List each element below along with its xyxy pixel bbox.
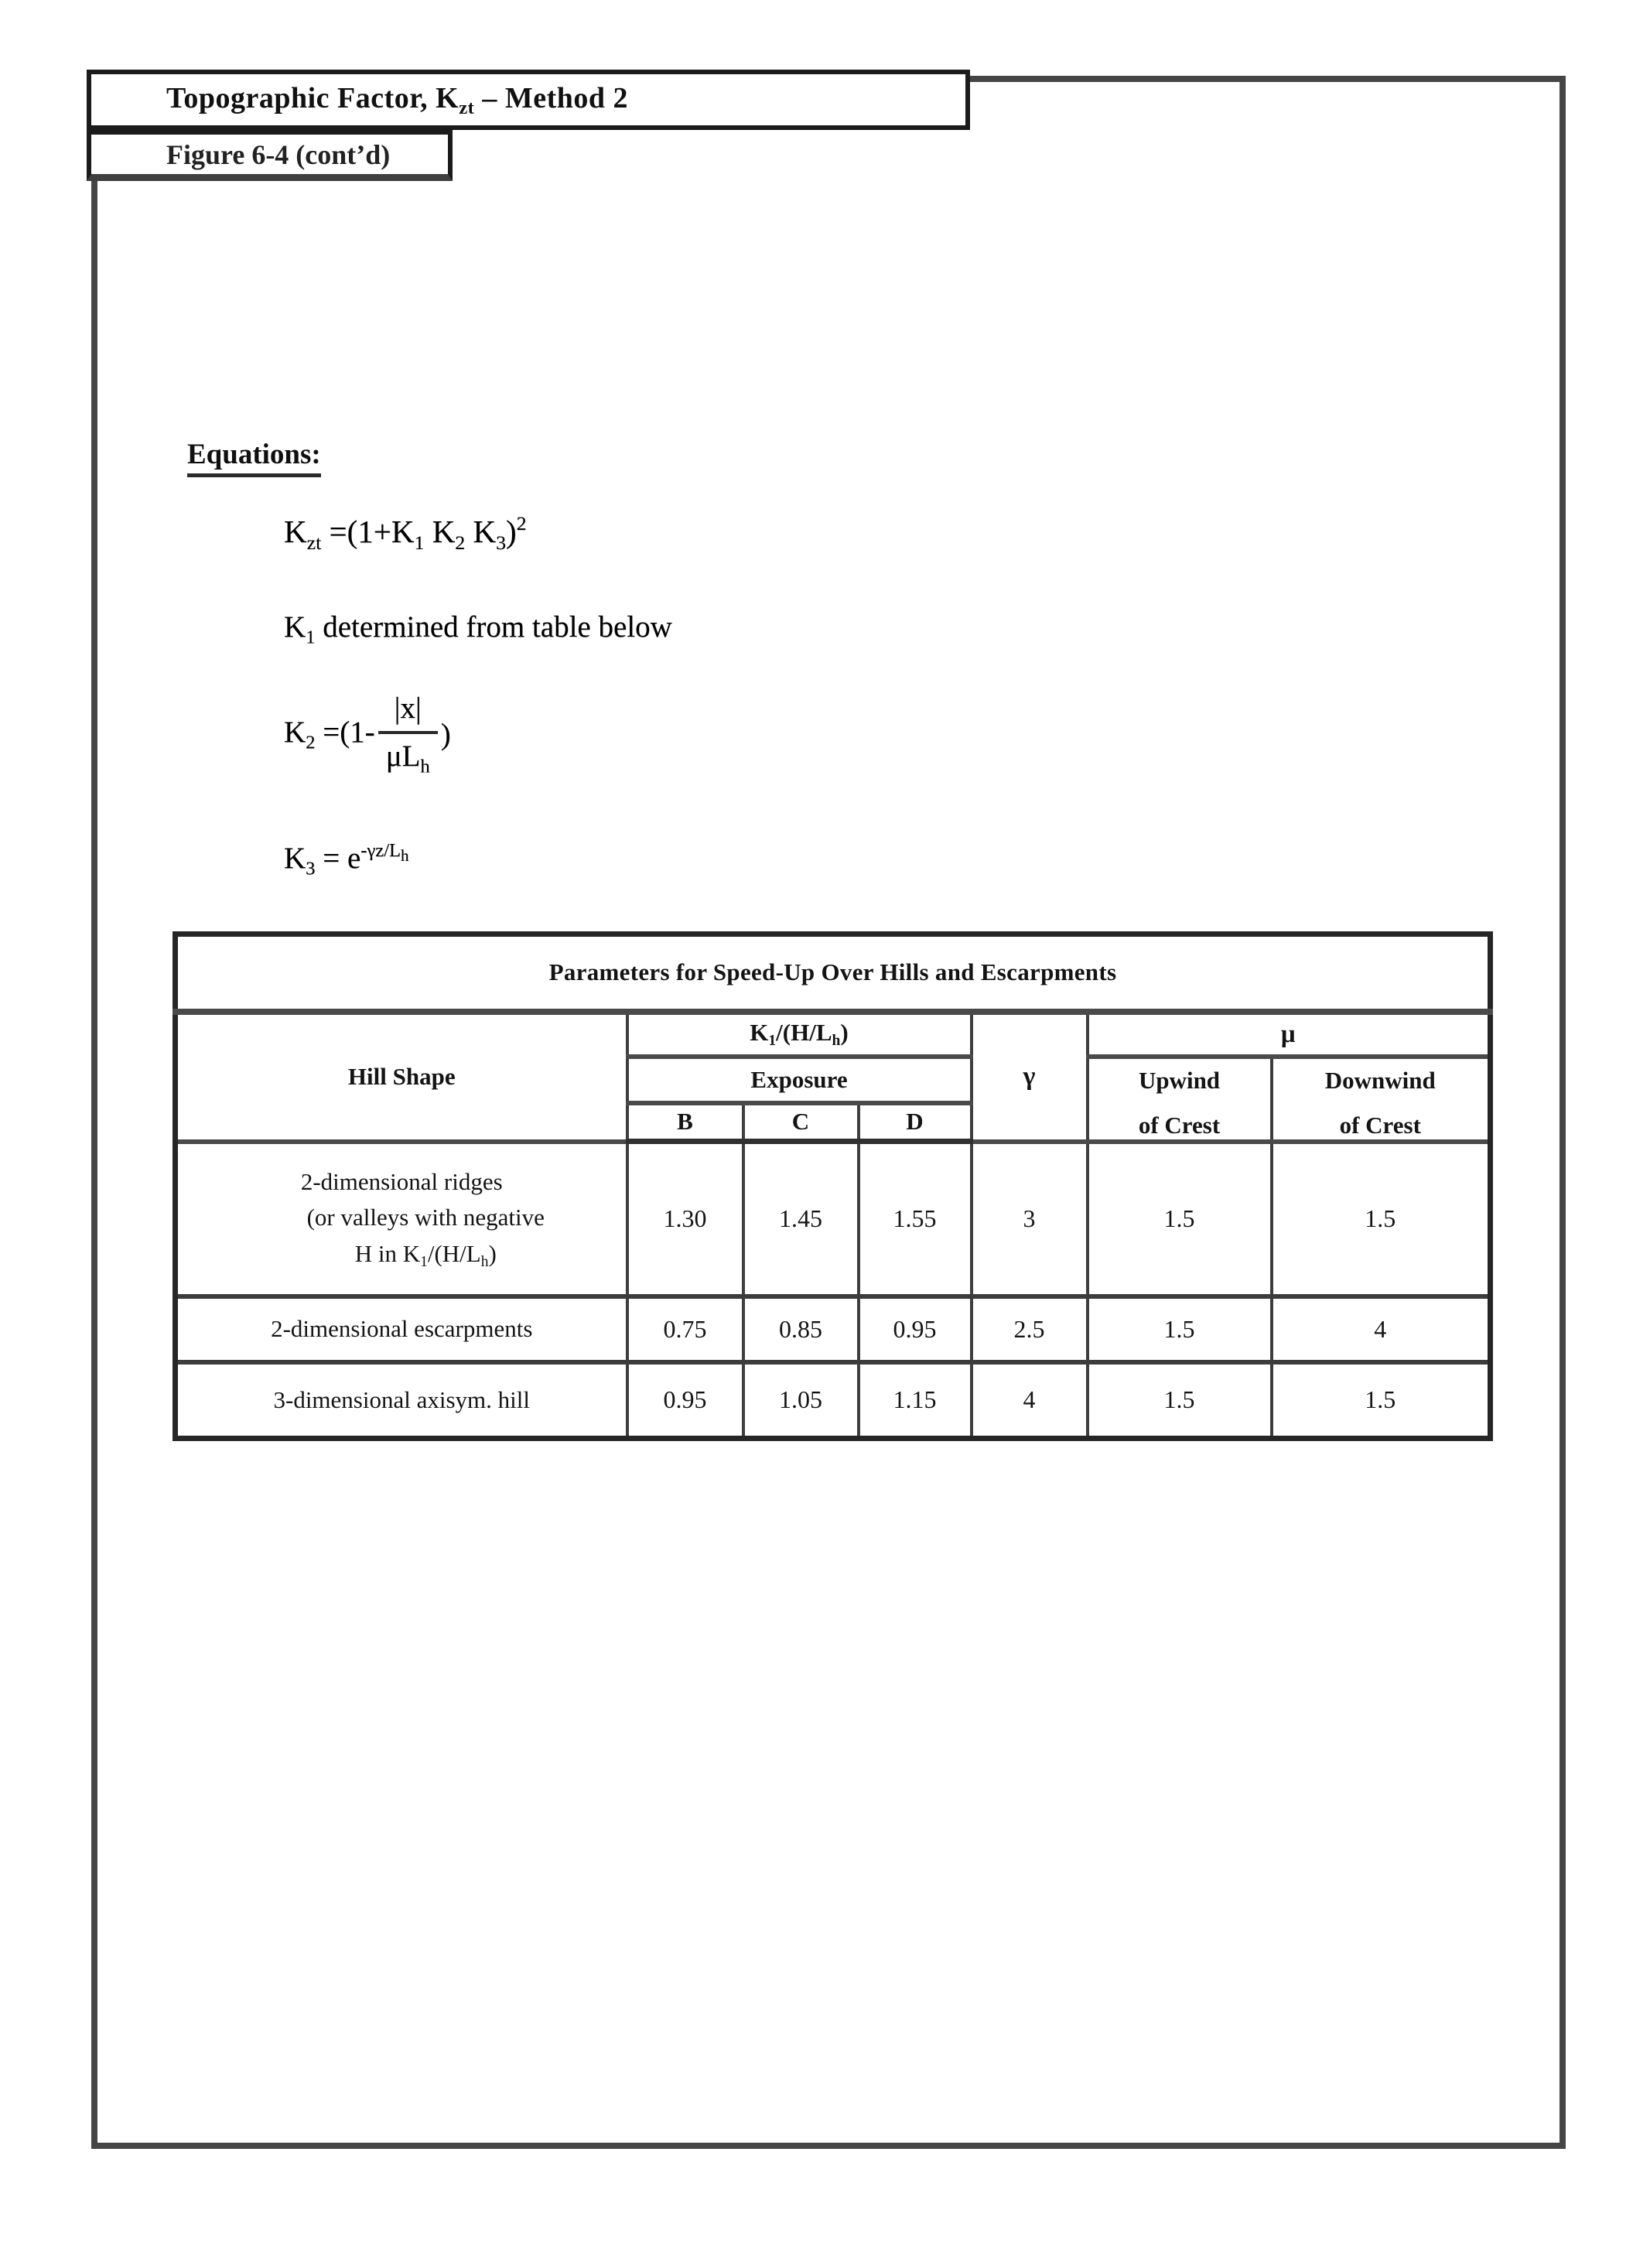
header-upwind-line1: Upwind [1138, 1066, 1221, 1094]
cell-exposure-b: 1.30 [627, 1142, 743, 1296]
cell-exposure-c: 1.45 [743, 1142, 859, 1296]
equation-k2-rhs: ) [440, 717, 451, 751]
shape-line-1: 3-dimensional axisym. hill [273, 1385, 530, 1413]
header-gamma: γ [972, 1012, 1088, 1142]
cell-exposure-c: 1.05 [743, 1362, 859, 1439]
cell-hill-shape [176, 1362, 627, 1439]
header-downwind-line2: of Crest [1339, 1111, 1421, 1139]
header-upwind-line2: of Crest [1138, 1111, 1221, 1139]
cell-gamma: 3 [972, 1142, 1088, 1296]
cell-exposure-d: 1.55 [859, 1142, 972, 1296]
header-exposure-b: B [627, 1103, 743, 1142]
header-downwind [1272, 1057, 1491, 1142]
cell-exposure-b: 0.95 [627, 1362, 743, 1439]
cell-upwind: 1.5 [1088, 1296, 1272, 1362]
fraction-denominator: $\mu L_h$ [378, 731, 438, 777]
table-title: Parameters for Speed-Up Over Hills and Escarpments [176, 934, 1491, 1012]
cell-hill-shape [176, 1296, 627, 1362]
equation-k1-note: $K_1$ determined from table below [284, 610, 672, 648]
header-mu: μ [1088, 1012, 1491, 1057]
figure-label-box [87, 130, 453, 181]
cell-downwind: 4 [1272, 1296, 1491, 1362]
shape-line-3: H in $K_1/(H/L_h)$ [354, 1239, 497, 1270]
equations-heading: Equations: [187, 438, 321, 477]
parameters-table [173, 931, 1493, 1441]
cell-exposure-b: 0.75 [627, 1296, 743, 1362]
cell-exposure-c: 0.85 [743, 1296, 859, 1362]
shape-line-1: 2-dimensional escarpments [271, 1314, 533, 1342]
header-exposure-d: D [859, 1103, 972, 1142]
title-bar [87, 70, 970, 130]
fraction-numerator: |x| [394, 692, 422, 725]
table-header-row-groups [176, 1012, 1491, 1057]
table-title-row [176, 934, 1491, 1012]
cell-gamma: 4 [972, 1362, 1088, 1439]
table-row-ridges [176, 1142, 1491, 1296]
figure-label: Figure 6-4 (cont’d) [166, 138, 391, 170]
cell-hill-shape [176, 1142, 627, 1296]
cell-exposure-d: 1.15 [859, 1362, 972, 1439]
page-title: Topographic Factor, $K_{zt}$ – Method 2 [166, 81, 629, 118]
header-exposure: Exposure [627, 1057, 972, 1103]
header-downwind-line1: Downwind [1324, 1066, 1436, 1094]
cell-upwind: 1.5 [1088, 1142, 1272, 1296]
shape-line-2: (or valleys with negative [306, 1204, 545, 1231]
header-hill-shape: Hill Shape [176, 1012, 627, 1142]
cell-downwind: 1.5 [1272, 1362, 1491, 1439]
header-k1-group: $K_1/(H/L_h)$ [627, 1012, 972, 1057]
cell-downwind: 1.5 [1272, 1142, 1491, 1296]
cell-upwind: 1.5 [1088, 1362, 1272, 1439]
header-exposure-c: C [743, 1103, 859, 1142]
header-upwind [1088, 1057, 1272, 1142]
table-row-axisym-hill [176, 1362, 1491, 1439]
cell-gamma: 2.5 [972, 1296, 1088, 1362]
equation-k3: $K_3 = e^{-\gamma z/L_h}$ [284, 840, 409, 880]
equation-kzt: $K_{zt} =(1+K_1$ $K_2$ $K_3)^2$ [284, 512, 527, 554]
equation-k2-lhs: $K_2 =(1-$ [284, 716, 375, 753]
table-row-escarpments [176, 1296, 1491, 1362]
cell-exposure-d: 0.95 [859, 1296, 972, 1362]
shape-line-1: 2-dimensional ridges [300, 1167, 503, 1195]
